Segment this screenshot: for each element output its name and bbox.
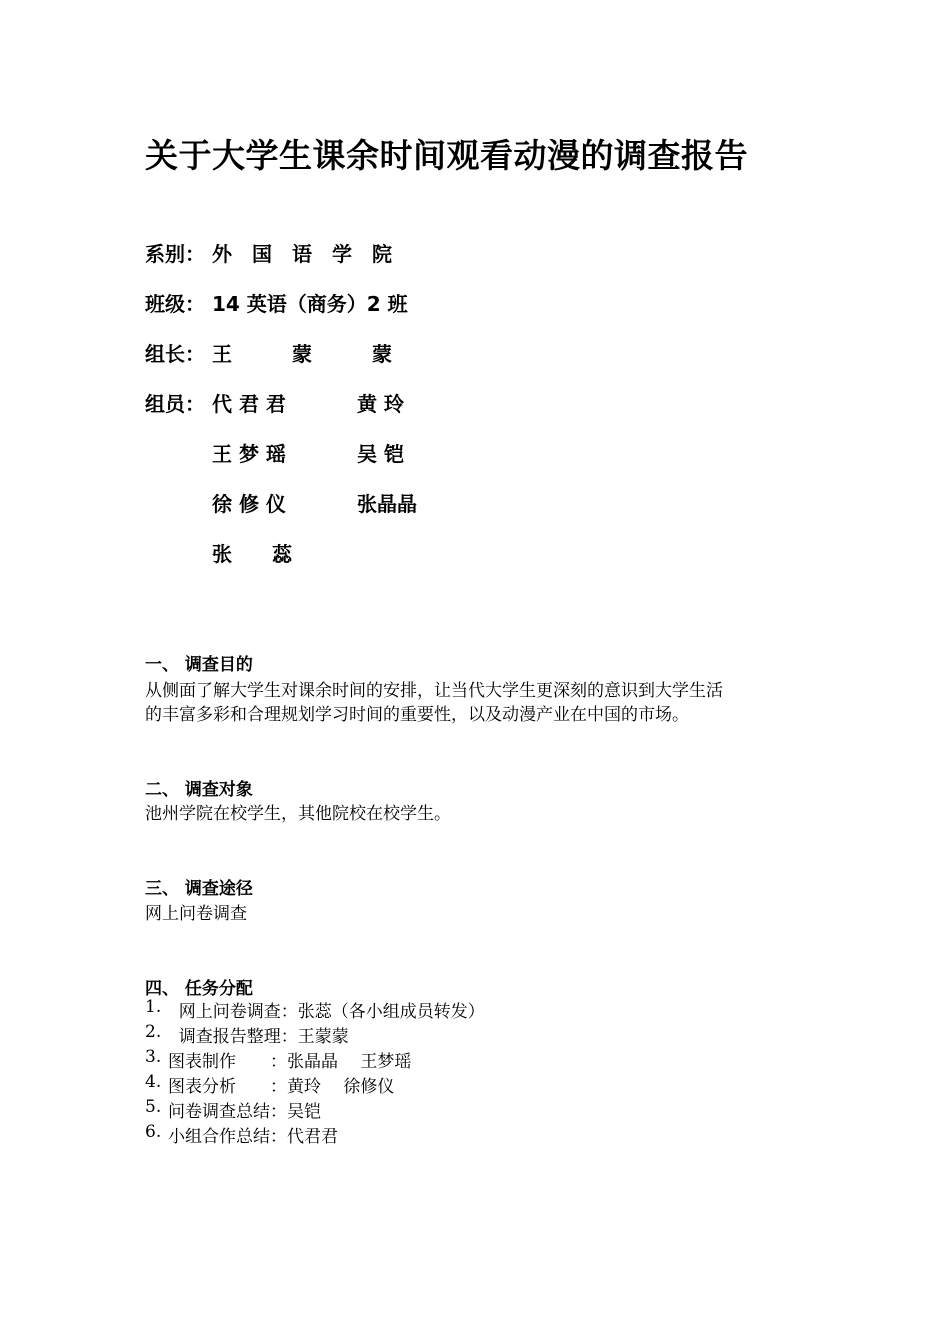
method-text: 网上问卷调查 [145, 904, 247, 924]
member-name: 徐 修 仪 [212, 492, 286, 516]
leader-label: 组长： [145, 342, 205, 366]
leader-value: 王 蒙 蒙 [212, 342, 392, 366]
member-name: 张晶晶 [357, 492, 417, 516]
department-label: 系别： [145, 242, 205, 266]
task-item: 调查报告整理：王蒙蒙 [168, 1027, 349, 1047]
task-item: 图表制作 ：张晶晶 王梦瑶 [168, 1052, 412, 1072]
member-name: 黄 玲 [357, 392, 404, 416]
purpose-text: 的丰富多彩和合理规划学习时间的重要性，以及动漫产业在中国的市场。 [145, 705, 689, 725]
class-label: 班级： [145, 292, 205, 316]
member-name: 代 君 君 [212, 392, 286, 416]
task-number: 3. [145, 1047, 162, 1067]
members-label: 组员： [145, 392, 205, 416]
target-text: 池州学院在校学生，其他院校在校学生。 [145, 804, 451, 824]
task-number: 6. [145, 1122, 162, 1142]
method-heading: 三、 调查途径 [145, 879, 253, 899]
task-item: 图表分析 ：黄玲 徐修仪 [168, 1077, 395, 1097]
task-item: 小组合作总结：代君君 [168, 1127, 338, 1147]
task-item: 网上问卷调查：张蕊（各小组成员转发） [168, 1002, 485, 1022]
member-name: 吴 铠 [357, 442, 404, 466]
member-name: 张 蕊 [212, 542, 292, 566]
class-value: 14 英语（商务）2 班 [212, 292, 408, 316]
purpose-heading: 一、 调查目的 [145, 655, 253, 675]
task-item: 问卷调查总结：吴铠 [168, 1102, 321, 1122]
member-name: 王 梦 瑶 [212, 442, 286, 466]
task-number: 5. [145, 1097, 162, 1117]
department-value: 外 国 语 学 院 [212, 242, 392, 266]
task-number: 1. [145, 997, 162, 1017]
task-number: 2. [145, 1022, 162, 1042]
purpose-text: 从侧面了解大学生对课余时间的安排，让当代大学生更深刻的意识到大学生活 [145, 681, 723, 701]
tasks-heading: 四、 任务分配 [145, 979, 253, 999]
report-title: 关于大学生课余时间观看动漫的调查报告 [145, 136, 748, 175]
target-heading: 二、 调查对象 [145, 780, 253, 800]
task-number: 4. [145, 1072, 162, 1092]
